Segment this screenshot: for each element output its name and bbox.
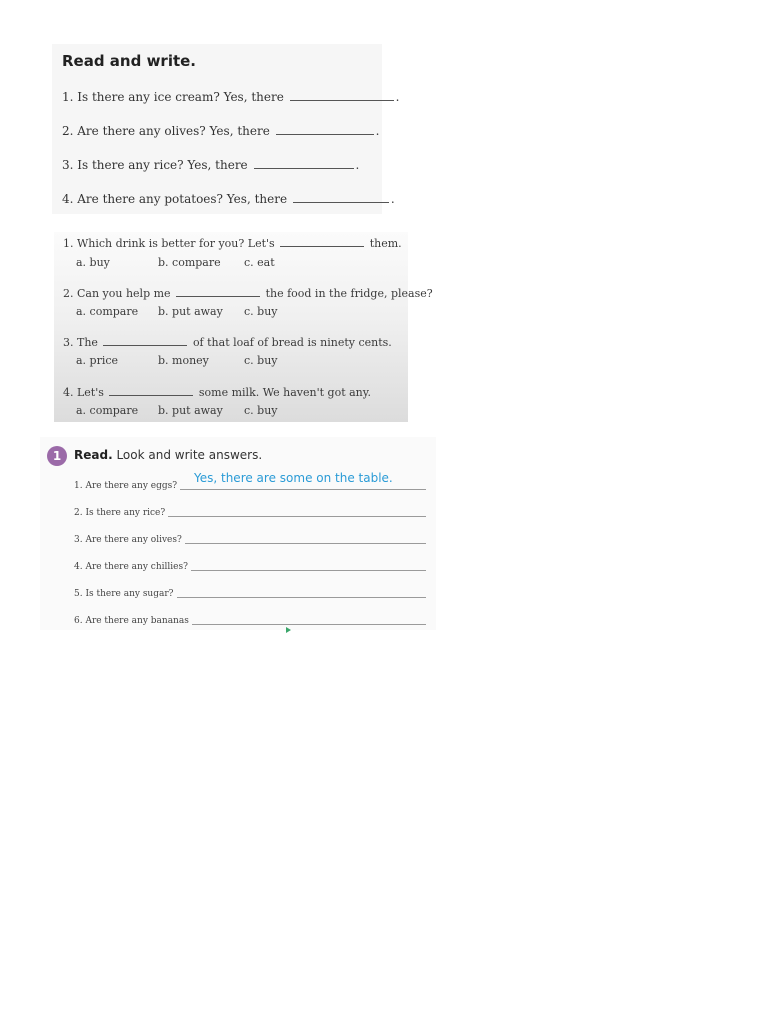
answer-blank[interactable] xyxy=(109,385,193,396)
option-c[interactable]: c. eat xyxy=(244,256,275,269)
option-b[interactable]: b. put away xyxy=(158,404,223,417)
question-2: 2. Are there any olives? Yes, there . xyxy=(62,124,380,138)
multiple-choice-exercise xyxy=(54,232,433,422)
answer-blank[interactable] xyxy=(276,124,374,135)
look-and-write-exercise xyxy=(40,437,436,630)
read-and-write-exercise xyxy=(52,44,400,214)
exercise-heading: Read. Look and write answers. xyxy=(74,448,263,462)
answer-blank[interactable] xyxy=(103,335,187,346)
answer-line-3[interactable]: 3. Are there any olives? xyxy=(74,531,426,545)
option-b[interactable]: b. put away xyxy=(158,305,223,318)
option-a[interactable]: a. buy xyxy=(76,256,110,269)
option-c[interactable]: c. buy xyxy=(244,354,278,367)
mc-question-3: 3. The of that loaf of bread is ninety cents. xyxy=(63,336,392,349)
question-1: 1. Is there any ice cream? Yes, there . xyxy=(62,90,400,104)
answer-blank[interactable] xyxy=(254,158,354,169)
answer-line-5[interactable]: 5. Is there any sugar? xyxy=(74,585,426,599)
option-a[interactable]: a. compare xyxy=(76,404,139,417)
answer-line-4[interactable]: 4. Are there any chillies? xyxy=(74,558,426,572)
answer-blank[interactable] xyxy=(290,90,394,101)
answer-line-6[interactable]: 6. Are there any bananas xyxy=(74,612,426,626)
question-3: 3. Is there any rice? Yes, there . xyxy=(62,158,360,172)
option-b[interactable]: b. money xyxy=(158,354,209,367)
exercise-number-badge: 1 xyxy=(47,446,67,466)
answer-blank[interactable] xyxy=(176,286,260,297)
option-a[interactable]: a. price xyxy=(76,354,119,367)
mc-question-4: 4. Let's some milk. We haven't got any. xyxy=(63,386,372,399)
option-c[interactable]: c. buy xyxy=(244,404,278,417)
arrow-icon xyxy=(286,627,291,633)
mc-question-1: 1. Which drink is better for you? Let's them. xyxy=(63,237,402,250)
answer-line-2[interactable]: 2. Is there any rice? xyxy=(74,504,426,518)
option-c[interactable]: c. buy xyxy=(244,305,278,318)
option-b[interactable]: b. compare xyxy=(158,256,221,269)
question-4: 4. Are there any potatoes? Yes, there . xyxy=(62,192,395,206)
example-answer: Yes, there are some on the table. xyxy=(194,471,393,485)
answer-blank[interactable] xyxy=(293,192,389,203)
exercise-title: Read and write. xyxy=(62,52,197,70)
answer-line-1[interactable]: 1. Are there any eggs? xyxy=(74,477,426,491)
option-a[interactable]: a. compare xyxy=(76,305,139,318)
mc-question-2: 2. Can you help me the food in the fridge, please? xyxy=(63,287,433,300)
answer-blank[interactable] xyxy=(280,236,364,247)
